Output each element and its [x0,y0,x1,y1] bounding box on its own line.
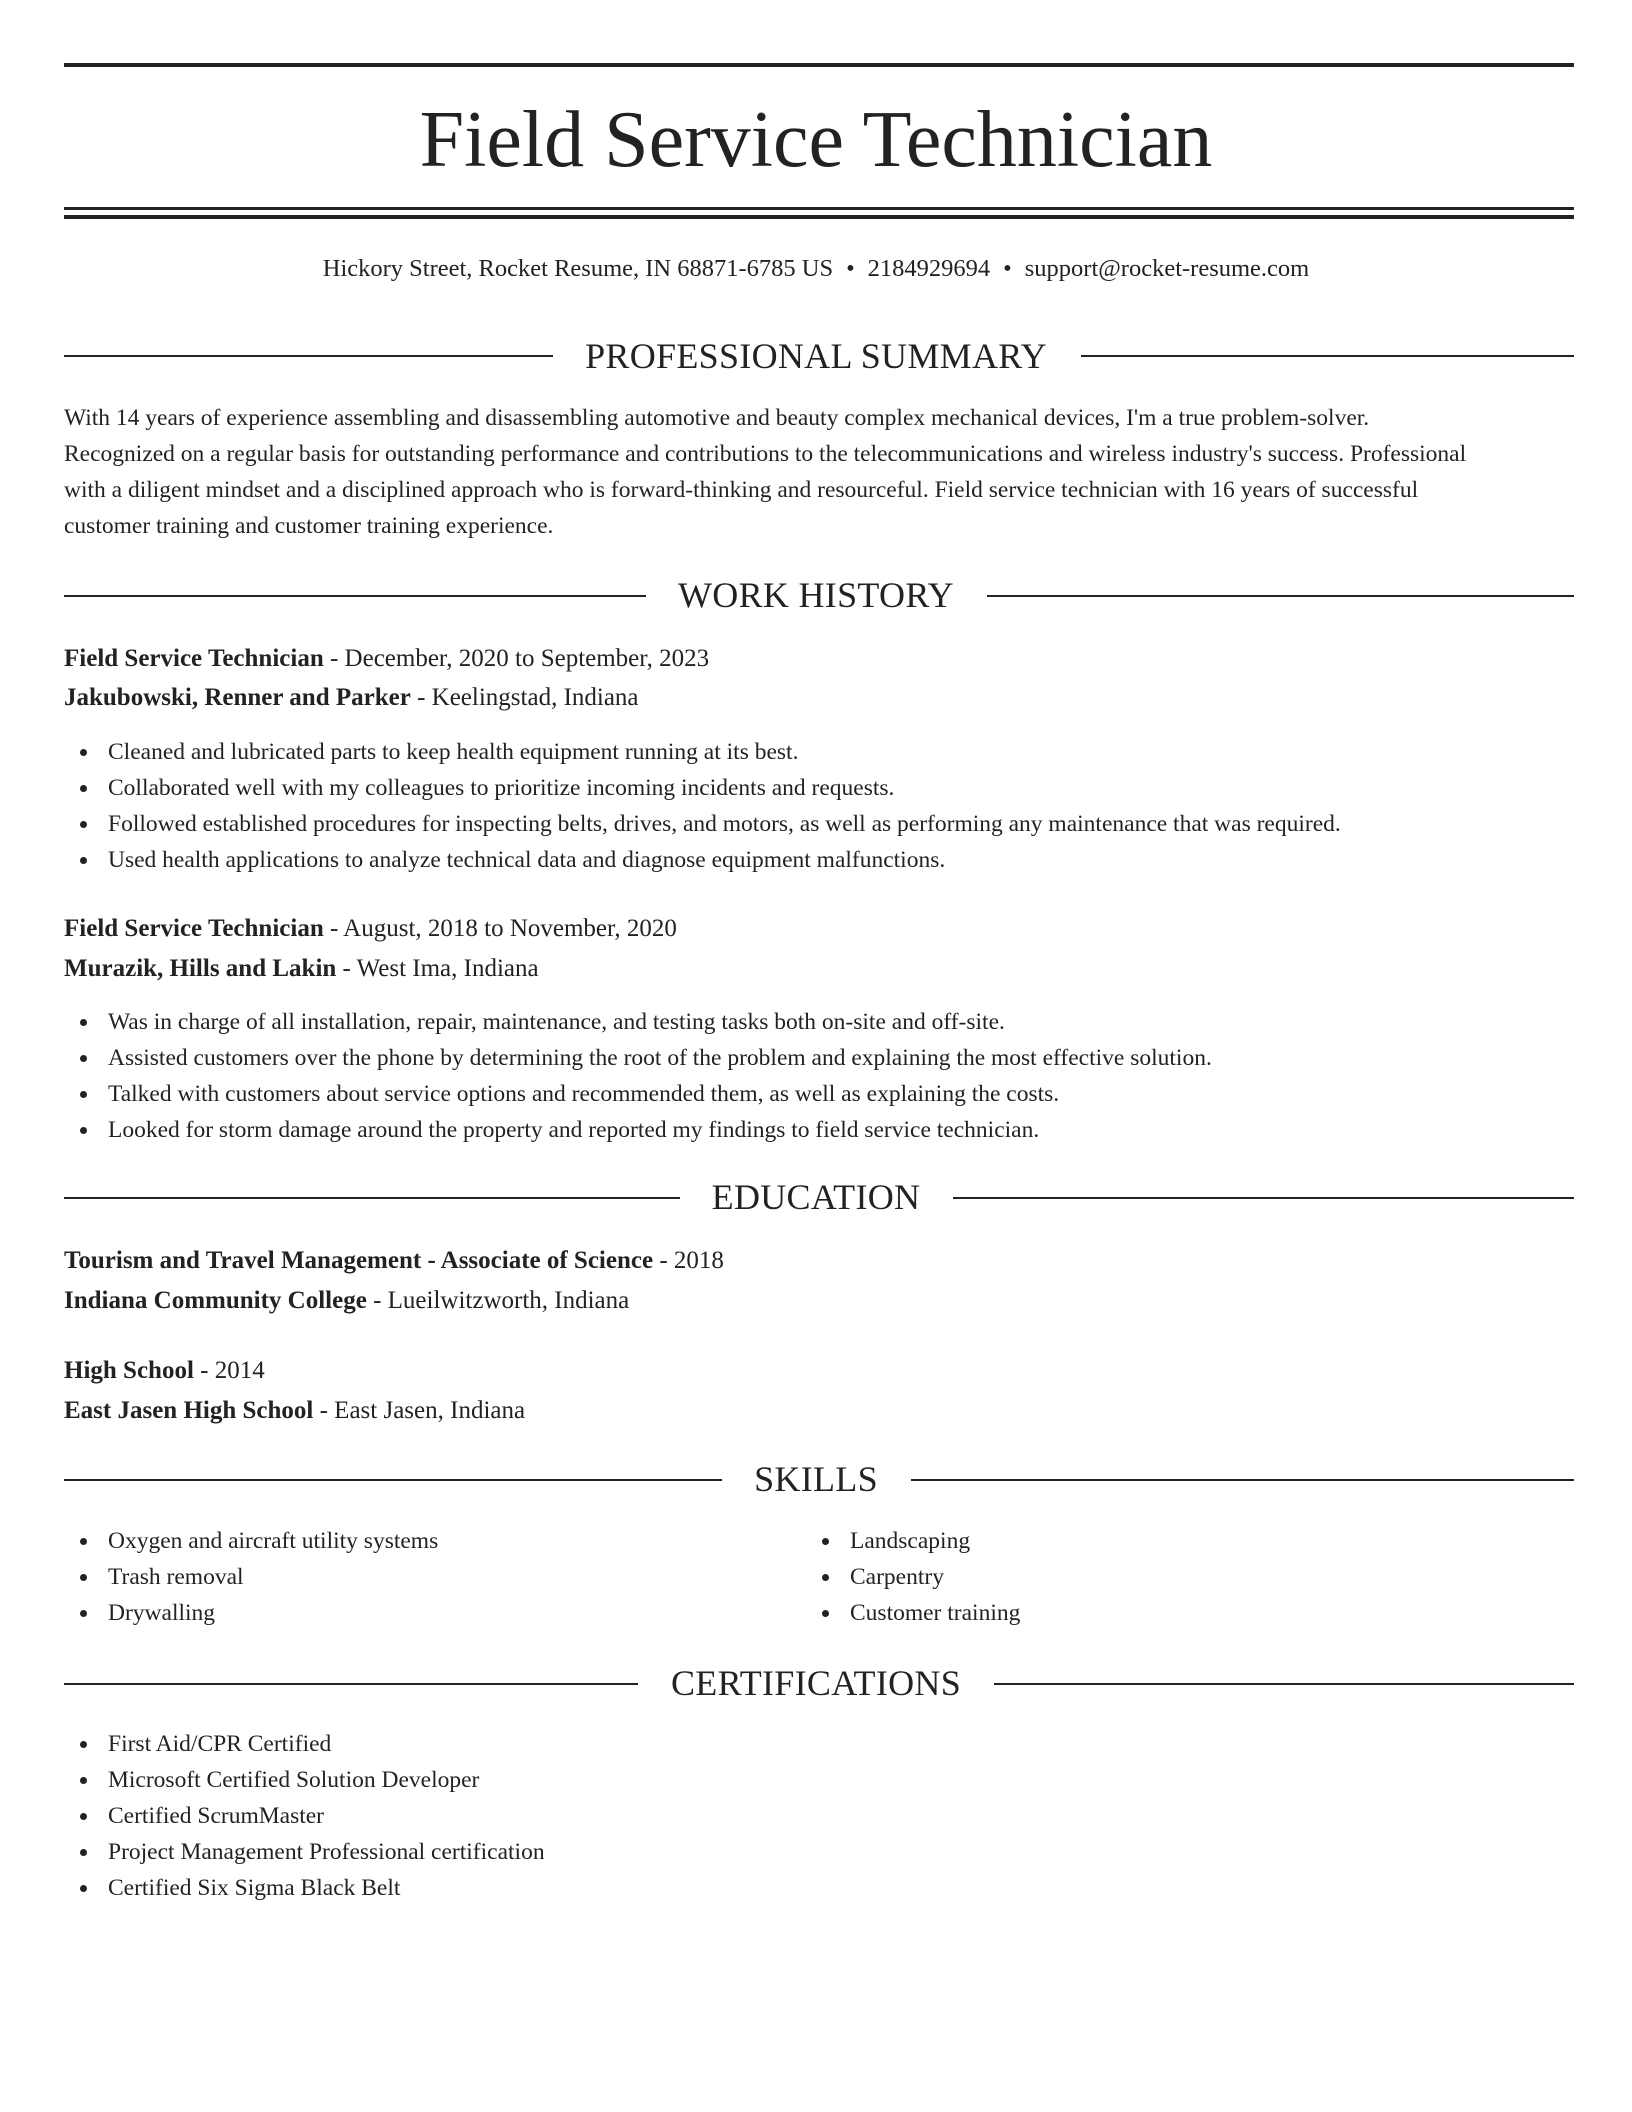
job-dates: - August, 2018 to November, 2020 [323,915,677,942]
list-item: Followed established procedures for inspecting belts, drives, and motors, as well as performing any maintenance that was required. [64,806,1341,842]
education-school-line [64,1394,525,1428]
list-item: Microsoft Certified Solution Developer [64,1762,545,1798]
list-item: Oxygen and aircraft utility systems [64,1523,438,1559]
education-school-line [64,1284,629,1318]
list-item: Landscaping [806,1523,1020,1559]
skills-list-right [806,1523,1020,1631]
contact-line [0,254,1632,284]
section-heading-certifications: CERTIFICATIONS [670,1663,962,1703]
contact-phone: 2184929694 [867,255,991,282]
job-location: - West Ima, Indiana [336,955,539,982]
education-year: - 2014 [193,1357,265,1384]
summary-text [64,400,1574,544]
list-item: Project Management Professional certification [64,1834,545,1870]
contact-separator: • [846,255,855,282]
job-bullets [64,734,1341,878]
education-degree-line [64,1244,724,1278]
job-company-line [64,952,539,986]
list-item: Looked for storm damage around the property and reported my findings to field service technician. [64,1112,1212,1148]
job-bullets [64,1004,1212,1148]
section-heading-work-history: WORK HISTORY [678,575,954,615]
summary-line: Recognized on a regular basis for outstanding performance and contributions to the telecommunications and wireless industry's success. Professional [64,441,1467,467]
education-degree: High School [64,1357,194,1384]
education-year: - 2018 [653,1247,724,1274]
list-item: Talked with customers about service options and recommended them, as well as explaining the costs. [64,1076,1212,1112]
education-school: East Jasen High School [64,1397,314,1424]
education-degree-line [64,1354,265,1388]
list-item: Assisted customers over the phone by determining the root of the problem and explaining the most effective solution. [64,1040,1212,1076]
list-item: First Aid/CPR Certified [64,1726,545,1762]
education-school: Indiana Community College [64,1287,367,1314]
contact-separator: • [1003,255,1012,282]
section-rule-right [987,595,1574,597]
list-item: Certified ScrumMaster [64,1798,545,1834]
job-company: Jakubowski, Renner and Parker [64,684,411,711]
section-rule-right [911,1479,1574,1481]
page-title: Field Service Technician [419,96,1213,184]
summary-line: with a diligent mindset and a disciplined approach who is forward-thinking and resourceful. Field service technician with 16 years of successful [64,477,1419,503]
job-title: Field Service Technician [64,645,324,672]
header-double-rule-top [64,207,1574,210]
list-item: Collaborated well with my colleagues to prioritize incoming incidents and requests. [64,770,1341,806]
contact-email: support@rocket-resume.com [1024,255,1310,282]
header-double-rule-bottom [64,215,1574,219]
education-location: - Lueilwitzworth, Indiana [366,1287,630,1314]
section-rule-right [994,1683,1574,1685]
contact-address: Hickory Street, Rocket Resume, IN 68871-6785 US [322,255,834,282]
job-dates: - December, 2020 to September, 2023 [323,645,710,672]
section-heading-skills: SKILLS [754,1459,878,1499]
job-company-line [64,681,639,715]
summary-line: customer training and customer training experience. [64,513,554,539]
job-title: Field Service Technician [64,915,324,942]
education-degree: Tourism and Travel Management - Associate of Science [64,1247,654,1274]
header-top-rule [64,63,1574,67]
education-location: - East Jasen, Indiana [313,1397,526,1424]
job-company: Murazik, Hills and Lakin [64,955,337,982]
list-item: Certified Six Sigma Black Belt [64,1870,545,1906]
summary-line: With 14 years of experience assembling and disassembling automotive and beauty complex mechanical devices, I'm a true problem-solver. [64,405,1370,431]
job-title-line [64,912,677,946]
certifications-list [64,1726,545,1906]
section-rule-right [1081,355,1574,357]
list-item: Carpentry [806,1559,1020,1595]
list-item: Cleaned and lubricated parts to keep health equipment running at its best. [64,734,1341,770]
list-item: Customer training [806,1595,1020,1631]
list-item: Drywalling [64,1595,438,1631]
job-location: - Keelingstad, Indiana [410,684,639,711]
section-rule-right [953,1197,1574,1199]
section-heading-education: EDUCATION [711,1177,921,1217]
section-heading-summary: PROFESSIONAL SUMMARY [585,336,1047,376]
list-item: Trash removal [64,1559,438,1595]
list-item: Used health applications to analyze technical data and diagnose equipment malfunctions. [64,842,1341,878]
job-title-line [64,642,709,676]
list-item: Was in charge of all installation, repair, maintenance, and testing tasks both on-site and off-site. [64,1004,1212,1040]
skills-list-left [64,1523,438,1631]
